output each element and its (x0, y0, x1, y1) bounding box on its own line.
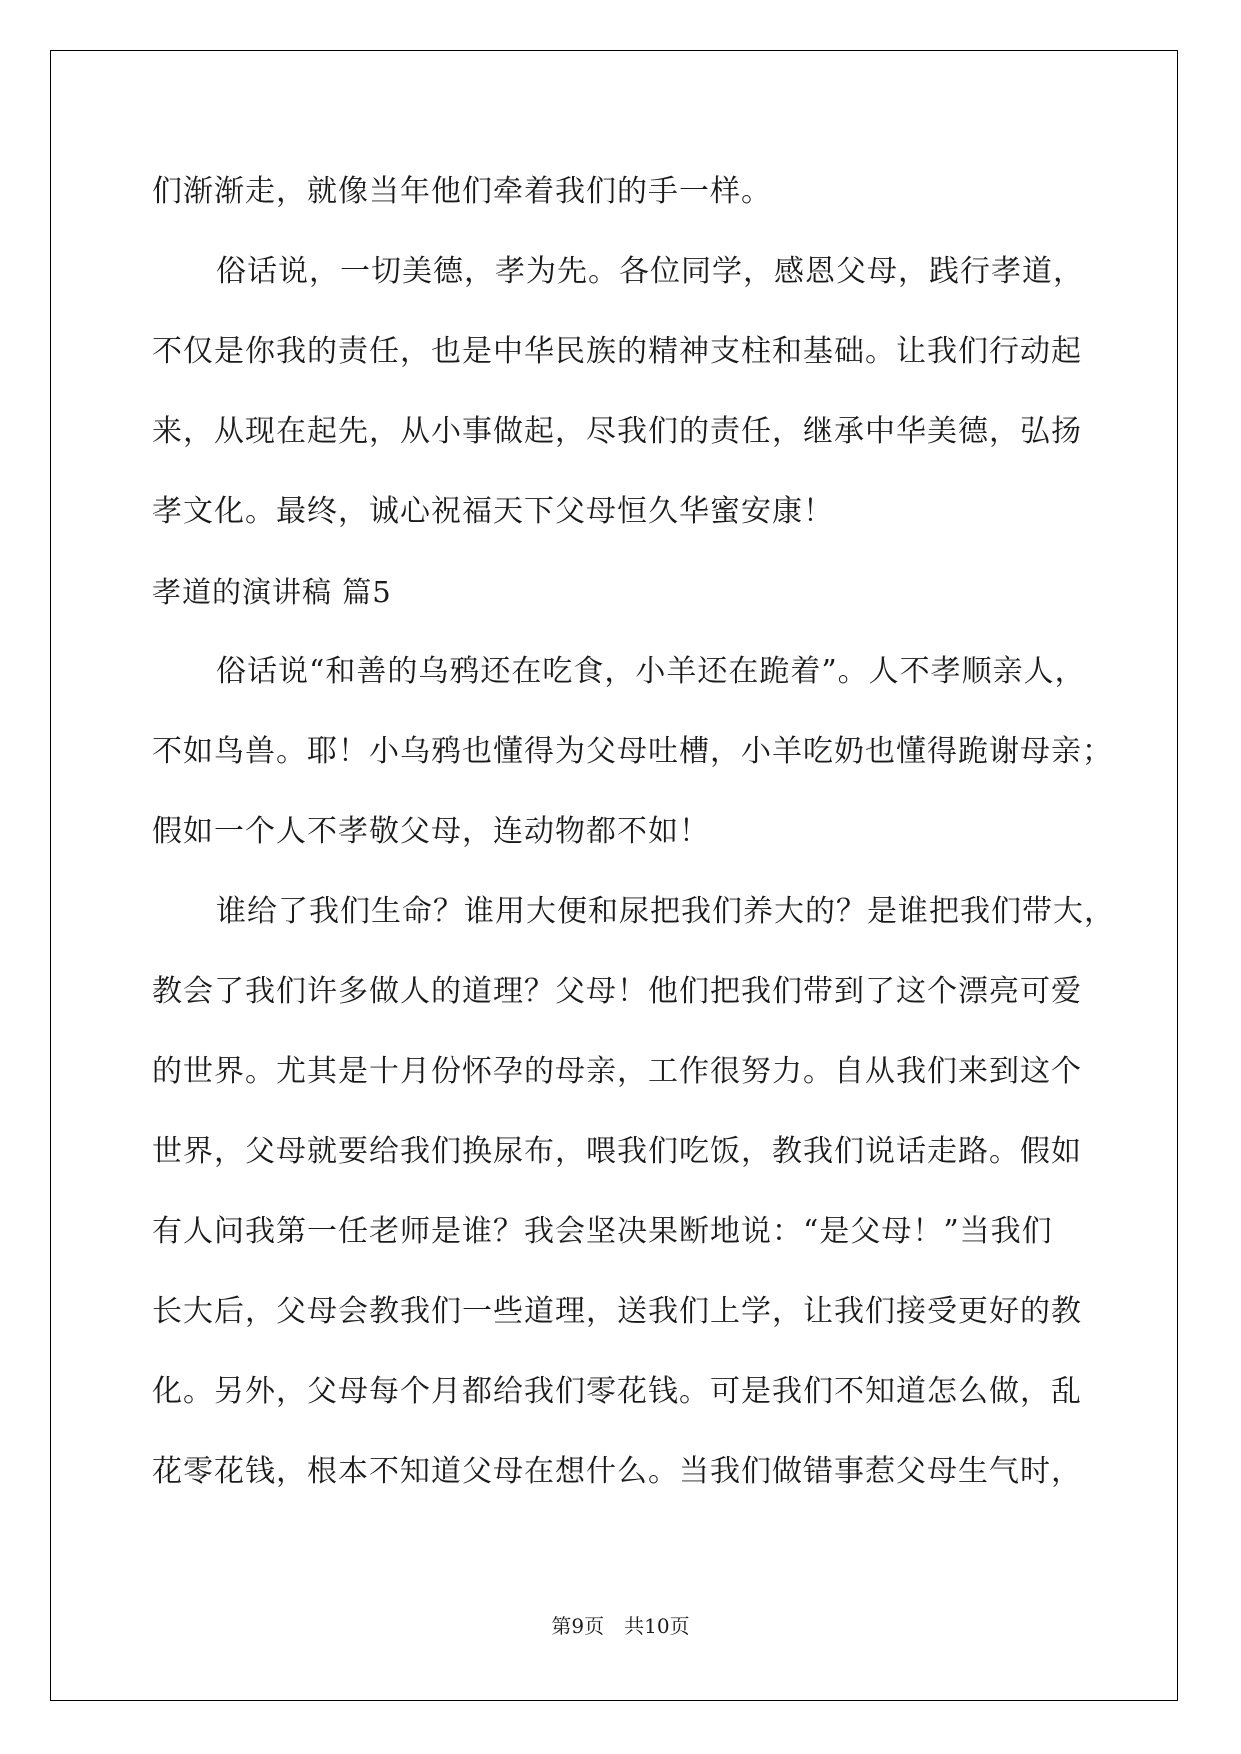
paragraph-line: 俗话说，一切美德，孝为先。各位同学，感恩父母，践行孝道， (216, 254, 1084, 289)
paragraph-line: 俗话说“和善的乌鸦还在吃食，小羊还在跪着”。人不孝顺亲人， (216, 654, 1086, 689)
paragraph-line: 长大后，父母会教我们一些道理，送我们上学，让我们接受更好的教 (152, 1294, 1082, 1329)
paragraph-line: 不如鸟兽。耶！小乌鸦也懂得为父母吐槽，小羊吃奶也懂得跪谢母亲； (152, 734, 1113, 769)
paragraph-line: 花零花钱，根本不知道父母在想什么。当我们做错事惹父母生气时， (152, 1454, 1082, 1489)
paragraph-line: 有人问我第一任老师是谁？我会坚决果断地说：“是父母！”当我们 (152, 1214, 1053, 1249)
page-number: 第9页 共10页 (551, 1614, 690, 1638)
paragraph-line: 谁给了我们生命？谁用大便和尿把我们养大的？是谁把我们带大， (216, 894, 1115, 929)
paragraph-line: 教会了我们许多做人的道理？父母！他们把我们带到了这个漂亮可爱 (152, 974, 1082, 1009)
paragraph-line: 化。另外，父母每个月都给我们零花钱。可是我们不知道怎么做，乱 (152, 1374, 1082, 1409)
paragraph-line: 假如一个人不孝敬父母，连动物都不如！ (152, 814, 710, 849)
paragraph-line: 的世界。尤其是十月份怀孕的母亲，工作很努力。自从我们来到这个 (152, 1054, 1082, 1089)
paragraph-line: 不仅是你我的责任，也是中华民族的精神支柱和基础。让我们行动起 (152, 334, 1082, 369)
paragraph-line: 来，从现在起先，从小事做起，尽我们的责任，继承中华美德，弘扬 (152, 414, 1082, 449)
section-heading: 孝道的演讲稿 篇5 (152, 575, 392, 609)
paragraph-line: 世界，父母就要给我们换尿布，喂我们吃饭，教我们说话走路。假如 (152, 1134, 1082, 1169)
paragraph-line: 孝文化。最终，诚心祝福天下父母恒久华蜜安康！ (152, 494, 834, 529)
paragraph-line: 们渐渐走，就像当年他们牵着我们的手一样。 (152, 174, 772, 209)
